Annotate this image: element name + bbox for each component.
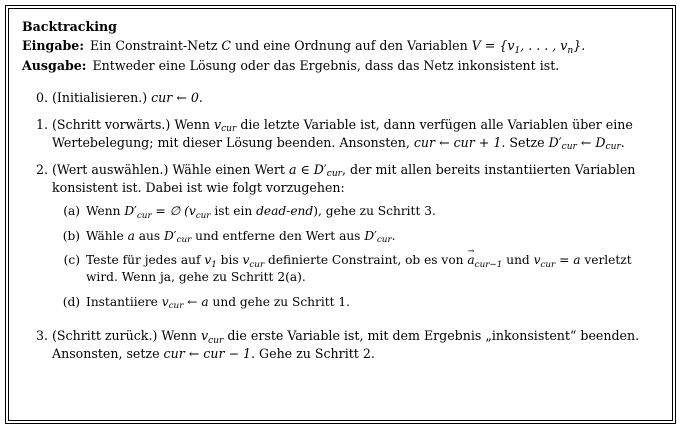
- step-body: [52, 327, 659, 363]
- output-text: Entweder eine Lösung oder das Ergebnis, dass das Netz inkonsistent ist.: [92, 58, 560, 74]
- output-line: [22, 57, 659, 76]
- substep-math-assign: $v_{cur} = a$: [533, 253, 581, 270]
- step-text-2: , der mit allen bereits instantiierten Variablen konsistent ist. Dabei ist wie folgt vorzugehen:: [52, 161, 636, 195]
- substep-math-domain-2: $D'_{cur}$: [364, 228, 392, 246]
- substep-item: [52, 252, 659, 287]
- step-text-3: Setze: [505, 134, 549, 150]
- substep-body: [86, 252, 659, 287]
- substep-text-1: Wenn: [86, 204, 125, 219]
- substep-text-2: aus: [134, 228, 164, 243]
- step-text-3: Gehe zu Schritt 2.: [255, 345, 375, 361]
- substep-text-1: Instantiiere: [86, 294, 162, 309]
- input-netz-symbol: C: [221, 38, 231, 54]
- step-number: 1.: [35, 116, 48, 132]
- step-text-1: Wenn: [157, 328, 201, 344]
- substep-number: (d): [62, 294, 80, 309]
- step-math: cur ← 0.: [147, 90, 203, 106]
- step-var-vcur: $v_{cur}$: [200, 328, 224, 346]
- substep-item: [52, 228, 659, 245]
- substep-number: (b): [62, 228, 80, 243]
- step-math-domains: $D'_{cur}$ ← $D_{cur}$: [548, 134, 621, 153]
- substep-item: [52, 294, 659, 311]
- input-variables-set: $V = \{v_1$, . . . , $v_n$}.: [471, 38, 586, 56]
- step-number: 3.: [35, 328, 48, 344]
- substep-text-2: ist ein: [210, 204, 257, 219]
- substep-text-2: und gehe zu Schritt 1.: [208, 294, 351, 309]
- step-body: [52, 161, 659, 318]
- step-body: [52, 116, 659, 152]
- substep-text-2: bis: [216, 253, 243, 268]
- step-number: 2.: [35, 161, 48, 177]
- substep-math-a: a: [127, 228, 135, 243]
- substep-text-3: ), gehe zu Schritt 3.: [313, 204, 436, 219]
- step-text-1: Wähle einen Wert: [168, 161, 289, 177]
- substep-math-vector-a: → $a_{cur-1}$: [467, 253, 502, 267]
- substep-text-3: definierte Constraint, ob es von: [264, 253, 468, 268]
- substep-math-instantiate: $v_{cur}$ ← a: [161, 294, 209, 312]
- substep-text-5: verletzt wird. Wenn ja, gehe zu Schritt 2(a).: [86, 253, 632, 285]
- algorithm-title: Backtracking: [22, 19, 117, 34]
- step-text-1: Wenn: [170, 116, 214, 132]
- substep-text-1: Teste für jedes auf: [86, 253, 205, 268]
- substep-list: [52, 203, 659, 311]
- input-line: [22, 37, 659, 56]
- substep-text-4: .: [391, 228, 396, 243]
- step-math-2: cur ← cur + 1.: [413, 134, 506, 150]
- substep-body: [86, 203, 659, 220]
- step-item: [22, 161, 659, 318]
- substep-body: [86, 294, 659, 311]
- step-body: [52, 89, 659, 107]
- substep-math-domain-1: $D'_{cur}$: [163, 228, 192, 246]
- step-item: [22, 89, 659, 107]
- step-lead: (Schritt zurück.): [52, 328, 158, 344]
- substep-math-empty-domain: $D'_{cur}$ = ∅ ($v_{cur}$: [124, 204, 211, 221]
- step-text-2: die letzte Variable ist, dann verfügen alle Variablen über eine Wertebelegung; mit dieser Lösung beenden. Ansonsten,: [52, 116, 633, 150]
- input-label: Eingabe:: [22, 38, 84, 54]
- algorithm-box-inner: [8, 8, 673, 421]
- algorithm-steps: [22, 89, 659, 363]
- step-lead: (Initialisieren.): [52, 90, 148, 106]
- step-text-2: die erste Variable ist, mit dem Ergebnis „inkonsistent“ beenden. Ansonsten, setze: [52, 328, 640, 361]
- substep-number: (c): [63, 253, 80, 268]
- substep-text-4: und: [502, 253, 534, 268]
- step-text-4: .: [620, 134, 625, 150]
- substep-item: [52, 203, 659, 220]
- step-math-2: cur ← cur − 1.: [163, 345, 256, 361]
- step-math-domain: a ∈ $D'_{cur}$: [288, 161, 342, 180]
- algorithm-box: [5, 5, 676, 424]
- substep-body: [86, 228, 659, 245]
- substep-math-vcur: $v_{cur}$: [242, 253, 265, 270]
- substep-text-3: und entferne den Wert aus: [191, 228, 365, 243]
- substep-math-v1: $v_1$: [204, 253, 217, 270]
- output-label: Ausgabe:: [22, 58, 87, 74]
- substep-text-1: Wähle: [86, 228, 128, 243]
- step-number: 0.: [35, 90, 48, 106]
- input-text-a: Ein Constraint-Netz: [89, 38, 222, 54]
- input-text-b: und eine Ordnung auf den Variablen: [230, 38, 472, 54]
- substep-number: (a): [63, 204, 80, 219]
- step-var-vcur: $v_{cur}$: [213, 116, 237, 135]
- step-lead: (Wert auswählen.): [52, 161, 169, 177]
- step-item: [22, 116, 659, 152]
- step-lead: (Schritt vorwärts.): [52, 116, 171, 132]
- step-item: [22, 327, 659, 363]
- substep-emphasis: dead-end: [256, 204, 314, 219]
